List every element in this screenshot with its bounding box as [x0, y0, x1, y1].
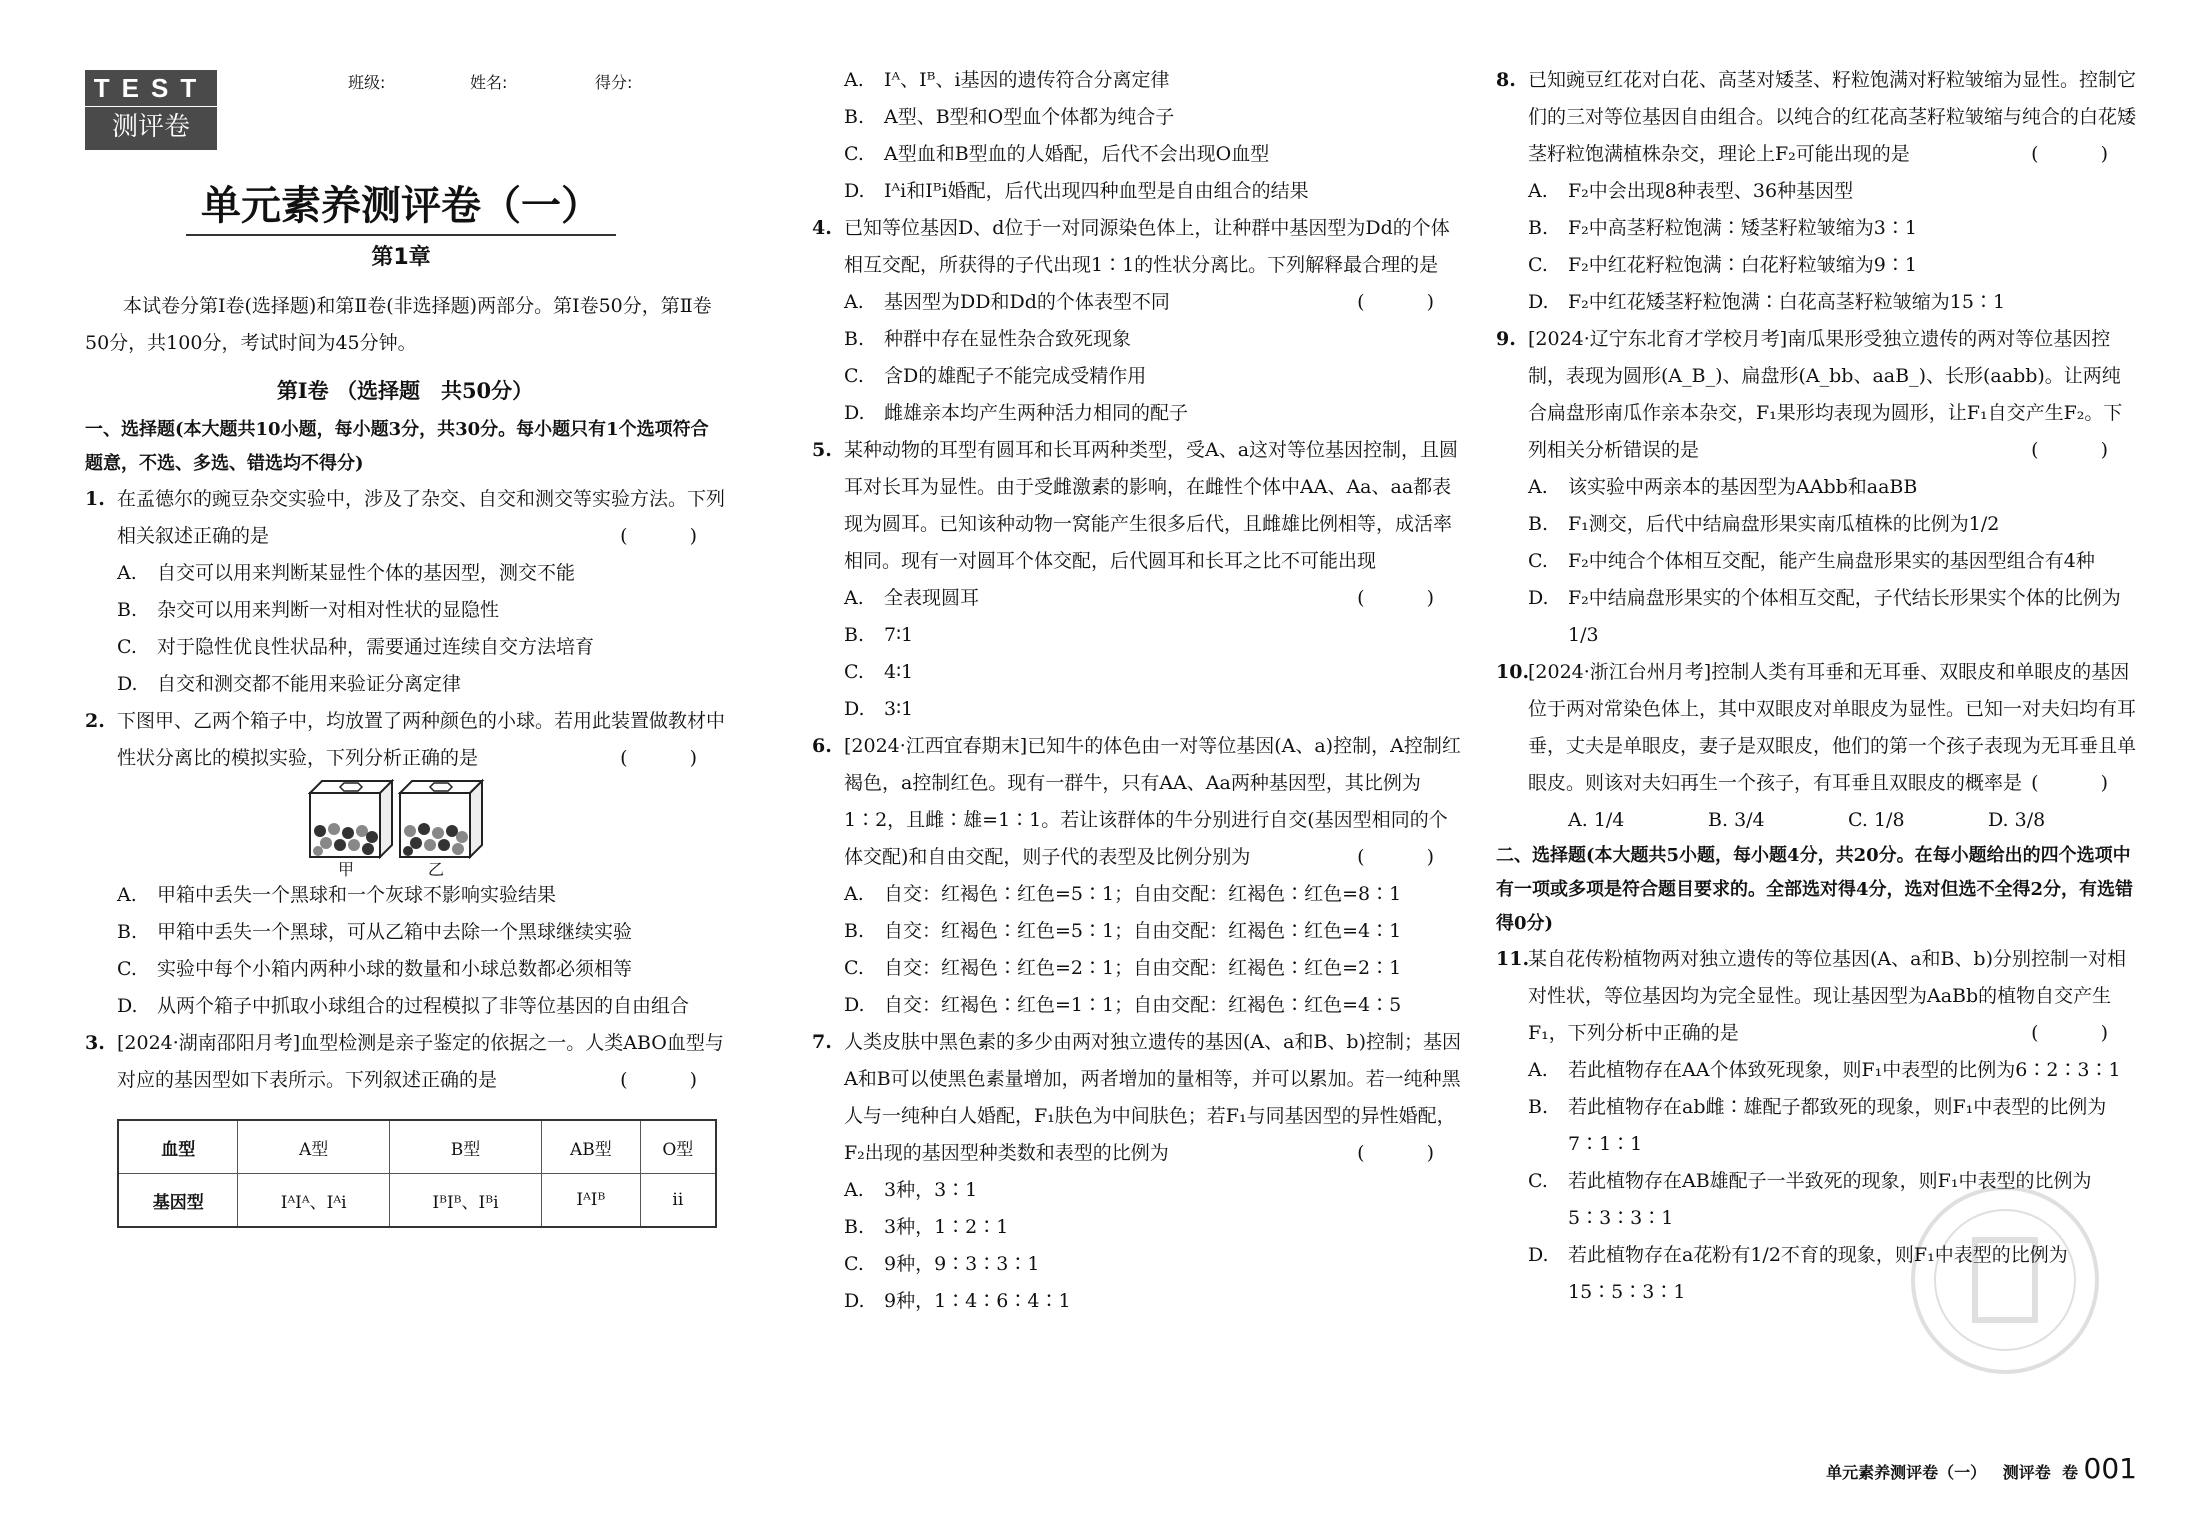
- footer-label: 测评卷: [2002, 1463, 2051, 1482]
- question-9-stem: 南瓜果形受独立遗传的两对等位基因控制，表现为圆形(A_B_)、扁盘形(A_bb、aaB_)、长形(aabb)。让两纯合扁盘形南瓜作亲本杂交，F₁果形均表现为圆形，让F₁自交产生F₂。下列相关分析错误的是: [1528, 328, 2123, 461]
- logo-top-text: TEST: [93, 73, 209, 103]
- footer-label-2: 卷: [2061, 1463, 2078, 1482]
- question-1-stem: 在孟德尔的豌豆杂交实验中，涉及了杂交、自交和测交等实验方法。下列相关叙述正确的是: [117, 488, 726, 547]
- option-6c: C. 自交：红褐色∶红色=2∶1；自由交配：红褐色∶红色=2∶1: [844, 957, 1402, 979]
- option-8c: C. F₂中红花籽粒饱满∶白花籽粒皱缩为9∶1: [1528, 254, 1917, 276]
- question-3: 3. [2024·湖南邵阳月考]血型检测是亲子鉴定的依据之一。人类ABO血型与对应的基因型如下表所示。下列叙述正确的是 ( ): [85, 1032, 725, 1091]
- question-11-stem: 某自花传粉植物两对独立遗传的等位基因(A、a和B、b)分别控制一对相对性状，等位基因均为完全显性。现让基因型为AaBb的植物自交产生F₁，下列分析中正确的是: [1528, 948, 2127, 1044]
- option-11c: C. 若此植物存在AB雄配子一半致死的现象，则F₁中表型的比例为5∶3∶3∶1: [1528, 1170, 2092, 1229]
- option-7b: B. 3种，1∶2∶1: [844, 1216, 1009, 1238]
- option-2a: A. 甲箱中丢失一个黑球和一个灰球不影响实验结果: [117, 884, 557, 906]
- option-4a: A. 基因型为DD和Dd的个体表型不同: [844, 291, 1170, 313]
- ball-box-figure: [85, 777, 725, 877]
- question-2: 2. 下图甲、乙两个箱子中，均放置了两种颜色的小球。若用此装置做教材中性状分离比的模拟实验，下列分析正确的是 ( ): [85, 710, 726, 769]
- box-label-yi: 乙: [428, 860, 445, 879]
- blood-type-table: [117, 1119, 717, 1228]
- option-8a: A. F₂中会出现8种表型、36种基因型: [1528, 180, 1854, 202]
- part2-heading: 二、选择题(本大题共5小题，每小题4分，共20分。在每小题给出的四个选项中有一项或多项是符合题目要求的。全部选对得4分，选对但选不全得2分，有选错得0分): [1496, 845, 2134, 934]
- column-1: [85, 288, 725, 1228]
- option-5c: C. 4∶1: [844, 661, 914, 683]
- option-2d: D. 从两个箱子中抓取小球组合的过程模拟了非等位基因的自由组合: [117, 995, 690, 1017]
- intro-text: 本试卷分第Ⅰ卷(选择题)和第Ⅱ卷(非选择题)两部分。第Ⅰ卷50分，第Ⅱ卷50分，共100分，考试时间为45分钟。: [85, 295, 712, 354]
- options-10-row: A. 1/4 B. 3/4 C. 1/8 D. 3/8: [1568, 809, 2046, 831]
- option-11a: A. 若此植物存在AA个体致死现象，则F₁中表型的比例为6∶2∶3∶1: [1528, 1059, 2121, 1081]
- option-6a: A. 自交：红褐色∶红色=5∶1；自由交配：红褐色∶红色=8∶1: [844, 883, 1402, 905]
- option-9b: B. F₁测交，后代中结扁盘形果实南瓜植株的比例为1/2: [1528, 513, 2000, 535]
- question-10-source: [2024·浙江台州月考]: [1528, 661, 1712, 683]
- option-8d: D. F₂中红花矮茎籽粒饱满∶白花高茎籽粒皱缩为15∶1: [1528, 291, 2006, 313]
- question-4: 4. 已知等位基因D、d位于一对同源染色体上，让种群中基因型为Dd的个体相互交配，所获得的子代出现1∶1的性状分离比。下列解释最合理的是 ( ): [812, 217, 1462, 313]
- question-3-source: [2024·湖南邵阳月考]: [117, 1032, 301, 1054]
- class-label: 班级:: [348, 73, 386, 92]
- option-2b: B. 甲箱中丢失一个黑球，可从乙箱中去除一个黑球继续实验: [117, 921, 633, 943]
- option-2c: C. 实验中每个小箱内两种小球的数量和小球总数都必须相等: [117, 958, 633, 980]
- option-9d: D. F₂中结扁盘形果实的个体相互交配，子代结长形果实个体的比例为1/3: [1528, 587, 2121, 646]
- option-11d: D. 若此植物存在a花粉有1/2不育的现象，则F₁中表型的比例为15∶5∶3∶1: [1528, 1244, 2068, 1303]
- option-4c: C. 含D的雄配子不能完成受精作用: [844, 365, 1147, 387]
- footer-title: 单元素养测评卷（一）: [1826, 1463, 1987, 1482]
- question-10-stem: 控制人类有耳垂和无耳垂、双眼皮和单眼皮的基因位于两对常染色体上，其中双眼皮对单眼皮为显性。已知一对夫妇均有耳垂，丈夫是单眼皮，妻子是双眼皮，他们的第一个孩子表现为无耳垂且单眼皮。则该对夫妇再生一个孩子，有耳垂且双眼皮的概率是: [1528, 661, 2137, 794]
- table-row: 基因型 IᴬIᴬ、Iᴬi IᴮIᴮ、Iᴮi IᴬIᴮ ii: [118, 1174, 716, 1228]
- question-4-stem: 已知等位基因D、d位于一对同源染色体上，让种群中基因型为Dd的个体相互交配，所获得的子代出现1∶1的性状分离比。下列解释最合理的是: [844, 217, 1450, 276]
- column-3: [1496, 62, 2136, 1311]
- option-1c: C. 对于隐性优良性状品种，需要通过连续自交方法培育: [117, 636, 595, 658]
- box-label-jia: 甲: [338, 860, 355, 879]
- option-6d: D. 自交：红褐色∶红色=1∶1；自由交配：红褐色∶红色=4∶5: [844, 994, 1402, 1016]
- page-number: 001: [2083, 1452, 2137, 1485]
- question-10: 10. [2024·浙江台州月考]控制人类有耳垂和无耳垂、双眼皮和单眼皮的基因位于两对常染色体上，其中双眼皮对单眼皮为显性。已知一对夫妇均有耳垂，丈夫是单眼皮，妻子是双眼皮，他们的第一个孩子表现为无耳垂且单眼皮。则该对夫妇再生一个孩子，有耳垂且双眼皮的概率是 ( ): [1496, 661, 2137, 794]
- option-7d: D. 9种，1∶4∶6∶4∶1: [844, 1290, 1071, 1312]
- question-2-stem: 下图甲、乙两个箱子中，均放置了两种颜色的小球。若用此装置做教材中性状分离比的模拟实验，下列分析正确的是: [117, 710, 726, 769]
- option-1a: A. 自交可以用来判断某显性个体的基因型，测交不能: [117, 562, 576, 584]
- question-7-stem: 人类皮肤中黑色素的多少由两对独立遗传的基因(A、a和B、b)控制；基因A和B可以使黑色素量增加，两者增加的量相等，并可以累加。若一纯种黑人与一纯种白人婚配，F₁肤色为中间肤色；若F₁与同基因型的异性婚配，F₂出现的基因型种类数和表型的比例为: [844, 1031, 1462, 1164]
- option-1b: B. 杂交可以用来判断一对相对性状的显隐性: [117, 599, 500, 621]
- question-5-stem: 某种动物的耳型有圆耳和长耳两种类型，受A、a这对等位基因控制，且圆耳对长耳为显性。由于受雌激素的影响，在雌性个体中AA、Aa、aa都表现为圆耳。已知该种动物一窝能产生很多后代，且雌雄比例相等，成活率相同。现有一对圆耳个体交配，后代圆耳和长耳之比不可能出现: [844, 439, 1459, 572]
- question-8: 8. 已知豌豆红花对白花、高茎对矮茎、籽粒饱满对籽粒皱缩为显性。控制它们的三对等位基因自由组合。以纯合的红花高茎籽粒皱缩与纯合的白花矮茎籽粒饱满植株杂交，理论上F₂可能出现的是 ( ): [1496, 69, 2137, 165]
- option-5a: A. 全表现圆耳: [844, 587, 980, 609]
- option-3a: A. Iᴬ、Iᴮ、i基因的遗传符合分离定律: [844, 69, 1170, 91]
- page-footer: [1826, 1452, 2137, 1485]
- question-9-source: [2024·辽宁东北育才学校月考]: [1528, 328, 1788, 350]
- watermark-seal-icon: [1905, 1180, 2105, 1380]
- question-8-stem: 已知豌豆红花对白花、高茎对矮茎、籽粒饱满对籽粒皱缩为显性。控制它们的三对等位基因自由组合。以纯合的红花高茎籽粒皱缩与纯合的白花矮茎籽粒饱满植株杂交，理论上F₂可能出现的是: [1528, 69, 2137, 165]
- page-title: 单元素养测评卷（一）: [186, 178, 616, 236]
- option-3b: B. A型、B型和O型血个体都为纯合子: [844, 106, 1175, 128]
- part1-heading: 一、选择题(本大题共10小题，每小题3分，共30分。每小题只有1个选项符合题意，不选、多选、错选均不得分): [85, 419, 709, 474]
- question-6: 6. [2024·江西宜春期末]已知牛的体色由一对等位基因(A、a)控制，A控制红褐色，a控制红色。现有一群牛，只有AA、Aa两种基因型，其比例为1∶2，且雌∶雄=1∶1。若让该群体的牛分别进行自交(基因型相同的个体交配)和自由交配，则子代的表型及比例分别为 ( ): [812, 735, 1462, 868]
- question-5: 5. 某种动物的耳型有圆耳和长耳两种类型，受A、a这对等位基因控制，且圆耳对长耳为显性。由于受雌激素的影响，在雌性个体中AA、Aa、aa都表现为圆耳。已知该种动物一窝能产生很多后代，且雌雄比例相等，成活率相同。现有一对圆耳个体交配，后代圆耳和长耳之比不可能出现 ( ): [812, 439, 1462, 609]
- question-7: 7. 人类皮肤中黑色素的多少由两对独立遗传的基因(A、a和B、b)控制；基因A和B可以使黑色素量增加，两者增加的量相等，并可以累加。若一纯种黑人与一纯种白人婚配，F₁肤色为中间肤色；若F₁与同基因型的异性婚配，F₂出现的基因型种类数和表型的比例为 ( ): [812, 1031, 1462, 1164]
- table-row: 血型 A型 B型 AB型 O型: [118, 1120, 716, 1174]
- option-4d: D. 雌雄亲本均产生两种活力相同的配子: [844, 402, 1189, 424]
- answer-bracket: ( ): [620, 525, 725, 547]
- column-2: [812, 62, 1462, 1320]
- question-6-stem: 已知牛的体色由一对等位基因(A、a)控制，A控制红褐色，a控制红色。现有一群牛，只有AA、Aa两种基因型，其比例为1∶2，且雌∶雄=1∶1。若让该群体的牛分别进行自交(基因型相同的个体交配)和自由交配，则子代的表型及比例分别为: [844, 735, 1461, 868]
- score-label: 得分:: [595, 73, 633, 92]
- option-5d: D. 3∶1: [844, 698, 914, 720]
- question-11: 11. 某自花传粉植物两对独立遗传的等位基因(A、a和B、b)分别控制一对相对性状，等位基因均为完全显性。现让基因型为AaBb的植物自交产生F₁，下列分析中正确的是 ( ): [1496, 948, 2136, 1044]
- option-6b: B. 自交：红褐色∶红色=5∶1；自由交配：红褐色∶红色=4∶1: [844, 920, 1402, 942]
- option-7c: C. 9种，9∶3∶3∶1: [844, 1253, 1040, 1275]
- option-3d: D. Iᴬi和Iᴮi婚配，后代出现四种血型是自由组合的结果: [844, 180, 1309, 202]
- question-3-stem: 血型检测是亲子鉴定的依据之一。人类ABO血型与对应的基因型如下表所示。下列叙述正确的是: [117, 1032, 724, 1091]
- question-1: 1. 在孟德尔的豌豆杂交实验中，涉及了杂交、自交和测交等实验方法。下列相关叙述正确的是 ( ): [85, 481, 725, 555]
- option-5b: B. 7∶1: [844, 624, 914, 646]
- option-4b: B. 种群中存在显性杂合致死现象: [844, 328, 1132, 350]
- chapter-label: 第1章: [371, 245, 431, 270]
- question-6-source: [2024·江西宜春期末]: [844, 735, 1028, 757]
- test-logo: [85, 70, 217, 150]
- option-11b: B. 若此植物存在ab雌∶雄配子都致死的现象，则F₁中表型的比例为7∶1∶1: [1528, 1096, 2107, 1155]
- option-9c: C. F₂中纯合个体相互交配，能产生扁盘形果实的基因型组合有4种: [1528, 550, 2095, 572]
- option-9a: A. 该实验中两亲本的基因型为AAbb和aaBB: [1528, 476, 1918, 498]
- logo-bottom-text: 测评卷: [85, 106, 217, 147]
- option-8b: B. F₂中高茎籽粒饱满∶矮茎籽粒皱缩为3∶1: [1528, 217, 1917, 239]
- question-9: 9. [2024·辽宁东北育才学校月考]南瓜果形受独立遗传的两对等位基因控制，表现为圆形(A_B_)、扁盘形(A_bb、aaB_)、长形(aabb)。让两纯合扁盘形南瓜作亲本杂交，F₁果形均表现为圆形，让F₁自交产生F₂。下列相关分析错误的是 ( ): [1496, 328, 2136, 461]
- option-1d: D. 自交和测交都不能用来验证分离定律: [117, 673, 462, 695]
- option-7a: A. 3种，3∶1: [844, 1179, 978, 1201]
- section1-title: 第Ⅰ卷 （选择题 共50分）: [276, 378, 534, 403]
- name-label: 姓名:: [470, 73, 508, 92]
- option-3c: C. A型血和B型血的人婚配，后代不会出现O血型: [844, 143, 1270, 165]
